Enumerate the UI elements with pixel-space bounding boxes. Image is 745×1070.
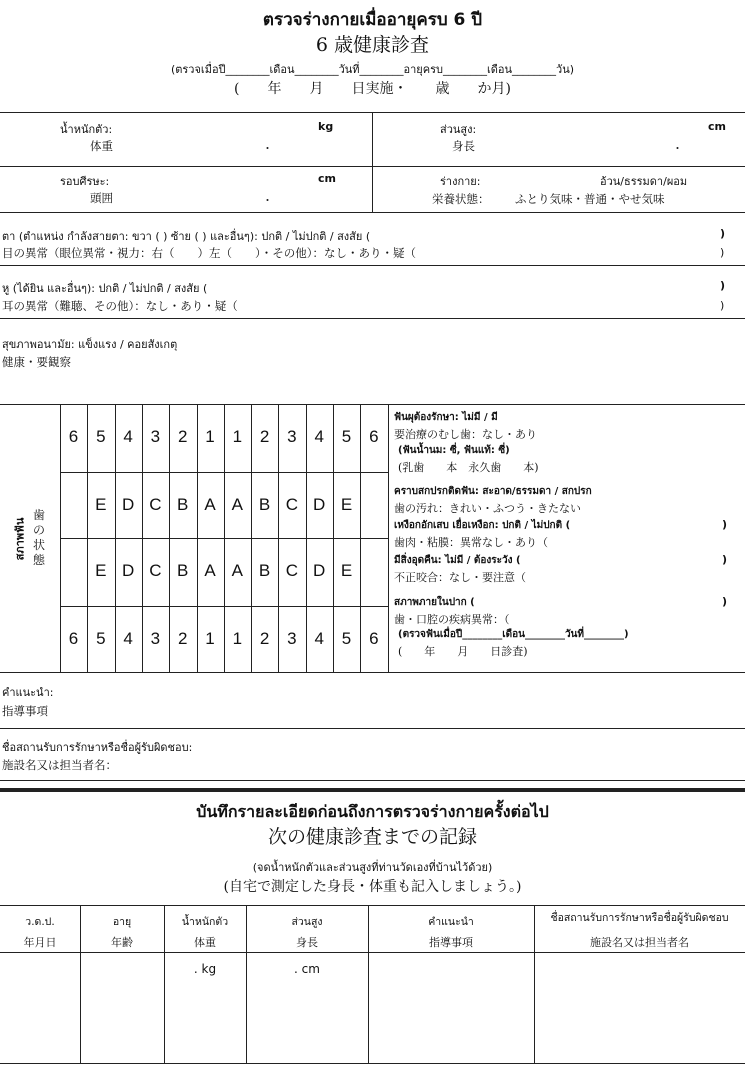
tooth-cell: A [204, 495, 216, 514]
tooth-cell [62, 554, 86, 588]
rule [0, 212, 745, 213]
weight-decimal: ・ [262, 142, 273, 155]
head-unit: cm [318, 172, 336, 185]
tooth-cell: C [149, 495, 162, 514]
tooth-cell: 5 [341, 427, 352, 446]
advice-thai: คำแนะนำ: [2, 686, 54, 699]
advice-japanese: 指導事項 [2, 704, 48, 718]
tooth-cell: 4 [123, 629, 133, 648]
table-col-rule [534, 905, 535, 1063]
health-thai: สุขภาพอนามัย: แข็งแรง / คอยสังเกตุ [2, 338, 178, 351]
tooth-cell: 1 [232, 629, 243, 648]
head-decimal: ・ [262, 194, 273, 207]
rule [0, 1063, 745, 1064]
date-line-thai: (ตรวจเมื่อปี________เดือน________วันที่________อายุครบ________เดือน________วัน) [170, 63, 575, 76]
height-label-japanese: 身長 [452, 139, 475, 153]
tooth-cell [62, 488, 86, 522]
teeth-note-japanese: 歯肉・粘膜：異常なし・あり（ [394, 536, 548, 549]
teeth-note-thai: เหงือกอักเสบ เยื่อเหงือก: ปกติ / ไม่ปกติ ( [394, 520, 571, 531]
tooth-cell: 3 [287, 629, 297, 648]
tooth-cell: 1 [232, 427, 243, 446]
tooth-cell: D [313, 561, 326, 580]
tooth-cell: 3 [150, 427, 161, 446]
ears-japanese: 耳の異常（難聴、その他）：なし・あり・疑（ [2, 299, 238, 313]
table-header-thai: คำแนะนำ [428, 916, 474, 928]
tooth-cell: B [258, 561, 271, 580]
tooth-cell: E [95, 495, 107, 514]
tooth-cell: B [177, 561, 189, 580]
teeth-note-thai: (ตรวจฟันเมื่อปี________เดือน________วันที่________) [398, 629, 629, 640]
teeth-note-japanese: 歯の汚れ：きれい・ふつう・きたない [394, 502, 581, 515]
tooth-cell: A [231, 495, 243, 514]
teeth-note-japanese: ( 年 月 日診査) [398, 645, 528, 658]
tooth-cell: 6 [369, 629, 379, 648]
tooth-cell: E [95, 561, 107, 580]
eyes-close-paren-2: ) [720, 246, 725, 259]
rule [0, 318, 745, 319]
build-options-japanese: ふとり気味・普通・やせ気味 [515, 192, 665, 206]
table-header-japanese: 年齢 [111, 936, 133, 949]
tooth-cell: 4 [123, 427, 133, 446]
weight-label-japanese: 体重 [90, 139, 113, 153]
teeth-label-thai: สภาพฟัน [13, 517, 27, 561]
teeth-note-close-paren: ) [722, 553, 728, 566]
tooth-cell: 1 [205, 427, 215, 446]
tooth-cell: 6 [68, 427, 79, 446]
build-label-japanese: 栄養状態： [432, 192, 490, 206]
tooth-cell: E [340, 561, 353, 580]
title-thai: ตรวจร่างกายเมื่ออายุครบ 6 ปี [262, 10, 483, 30]
ears-thai: หู (ได้ยิน และอื่นๆ): ปกติ / ไม่ปกติ / สงสัย ( [2, 282, 208, 295]
table-header-japanese: 指導事項 [429, 936, 473, 949]
table-header-japanese: 体重 [194, 936, 216, 949]
rule [0, 404, 745, 405]
teeth-note-thai: มีสิ่งอุดคืน: ไม่มี / ต้องระวัง ( [394, 555, 521, 566]
next-title-thai: บันทึกรายละเอียดก่อนถึงการตรวจร่างกายครั้งต่อไป [196, 802, 549, 821]
rule [0, 952, 745, 953]
tooth-cell: 3 [287, 427, 297, 446]
tooth-cell: E [340, 495, 353, 514]
weight-cell: . kg [193, 962, 217, 976]
facility-thai: ชื่อสถานรับการรักษาหรือชื่อผู้รับผิดชอบ: [2, 741, 193, 754]
weight-unit: kg [318, 120, 334, 133]
tooth-cell: 3 [150, 629, 161, 648]
table-header-thai: น้ำหนักตัว [181, 916, 229, 928]
tooth-cell [362, 554, 386, 588]
tooth-cell: A [204, 561, 216, 580]
rule [0, 265, 745, 266]
table-header-japanese: 施設名又は担当者名 [590, 936, 689, 949]
tooth-cell: 2 [177, 629, 188, 648]
health-japanese: 健康・要観察 [2, 355, 71, 369]
tooth-cell: 2 [259, 629, 270, 648]
table-header-thai: ชื่อสถานรับการรักษาหรือชื่อผู้รับผิดชอบ [550, 912, 729, 924]
rule [0, 905, 745, 906]
tooth-cell: C [285, 561, 299, 580]
tooth-cell: C [285, 495, 299, 514]
tooth-cell: 4 [314, 427, 324, 446]
teeth-note-japanese: 不正咬合：なし・要注意（ [394, 571, 526, 584]
ears-close-paren-2: ) [720, 299, 725, 312]
next-sub-thai: (จดน้ำหนักตัวและส่วนสูงที่ท่านวัดเองที่บ้านไว้ด้วย) [252, 861, 493, 874]
next-title-japanese: 次の健康診査までの記録 [267, 826, 477, 848]
teeth-note-thai: คราบสกปรกติดฟัน: สะอาด/ธรรมดา / สกปรก [394, 486, 592, 497]
table-header-thai: อายุ [112, 916, 132, 928]
tooth-cell: 5 [96, 629, 106, 648]
teeth-note-japanese: (乳歯 本 永久歯 本) [398, 461, 539, 474]
table-header-thai: ส่วนสูง [291, 916, 323, 928]
divider [372, 112, 373, 212]
eyes-japanese: 目の異常（眼位異常・視力：右（ ）左（ ）・その他）：なし・あり・疑（ [2, 246, 416, 260]
eyes-close-paren: ) [720, 227, 726, 240]
tooth-cell: D [121, 495, 135, 514]
date-line-japanese: ( 年 月 日実施・ 歳 か月) [234, 81, 511, 97]
rule [0, 728, 745, 729]
tooth-cell: 5 [96, 427, 106, 446]
head-label-japanese: 頭囲 [90, 191, 113, 205]
tooth-cell: 5 [341, 629, 352, 648]
build-label-thai: ร่างกาย: [440, 175, 481, 188]
tooth-cell: B [177, 495, 189, 514]
rule [0, 166, 745, 167]
weight-label-thai: น้ำหนักตัว: [60, 123, 113, 136]
divider [388, 404, 389, 672]
tooth-cell: 6 [68, 629, 79, 648]
tooth-cell: B [258, 495, 271, 514]
height-cell: . cm [294, 962, 320, 976]
teeth-note-close-paren: ) [722, 595, 728, 608]
tooth-cell: 4 [314, 629, 324, 648]
table-header-japanese: 年月日 [23, 936, 57, 949]
eyes-thai: ตา (ตำแหน่ง กำลังสายตา: ขวา ( ) ซ้าย ( ) และอื่นๆ): ปกติ / ไม่ปกติ / สงสัย ( [2, 230, 371, 243]
teeth-note-japanese: 要治療のむし歯：なし・あり [394, 428, 537, 441]
tooth-cell: 2 [177, 427, 188, 446]
build-options-thai: อ้วน/ธรรมดา/ผอม [600, 175, 688, 188]
teeth-note-japanese: 歯・口腔の疾病異常：（ [394, 613, 510, 626]
facility-japanese: 施設名又は担当者名： [2, 758, 117, 772]
teeth-note-thai: ฟันผุต้องรักษา: ไม่มี / มี [394, 412, 498, 423]
tooth-cell: C [149, 561, 162, 580]
tooth-cell: D [121, 561, 135, 580]
tooth-cell: 1 [205, 629, 215, 648]
teeth-label-japanese: 歯の状態 [33, 508, 46, 567]
rule [0, 672, 745, 673]
height-decimal: ・ [672, 142, 683, 155]
table-header-thai: ว.ด.ป. [25, 916, 55, 928]
rule [0, 780, 745, 781]
tooth-cell: A [231, 561, 243, 580]
head-label-thai: รอบศีรษะ: [60, 175, 110, 188]
tooth-cell: 2 [259, 427, 270, 446]
table-header-japanese: 身長 [296, 936, 318, 949]
height-label-thai: ส่วนสูง: [440, 123, 477, 136]
title-japanese: 6 歳健康診査 [315, 34, 430, 56]
teeth-note-close-paren: ) [722, 518, 728, 531]
teeth-note-thai: สภาพภายในปาก ( [394, 597, 475, 608]
height-unit: cm [708, 120, 726, 133]
tooth-cell: 6 [369, 427, 379, 446]
teeth-note-thai: (ฟันน้ำนม: ซี่, ฟันแท้: ซี่) [398, 445, 510, 456]
next-sub-japanese: (自宅で測定した身長・体重も記入しましょう。) [223, 879, 522, 895]
tooth-cell [362, 488, 386, 522]
double-rule [0, 788, 745, 792]
ears-close-paren: ) [720, 279, 726, 292]
tooth-cell: D [313, 495, 326, 514]
